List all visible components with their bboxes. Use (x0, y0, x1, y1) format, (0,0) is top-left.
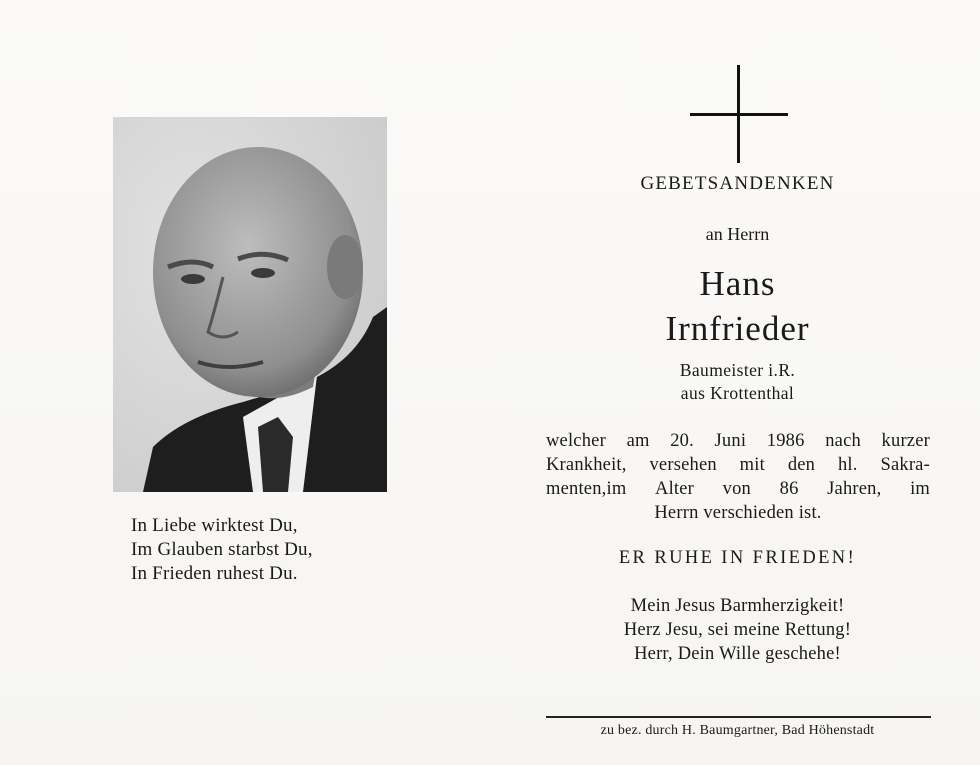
hometown: aus Krottenthal (680, 383, 795, 403)
word: nach (825, 431, 861, 451)
last-name: Irnfrieder (665, 309, 810, 348)
prayer-line: Mein Jesus Barmherzigkeit! (630, 596, 845, 616)
announcement-line (546, 429, 930, 453)
divider (546, 716, 931, 718)
word: am (626, 431, 650, 451)
word: kurzer (881, 431, 930, 451)
word: welcher (546, 431, 606, 451)
announcement-line: Herrn verschieden ist. (654, 503, 822, 523)
rip-line: ER RUHE IN FRIEDEN! (618, 548, 857, 568)
cross-icon (690, 65, 788, 163)
card-heading: GEBETSANDENKEN (640, 173, 835, 194)
word: 20. (670, 431, 694, 451)
poem (131, 514, 391, 586)
word: menten,im (546, 479, 627, 499)
word: Jahren, (827, 479, 882, 499)
poem-line: In Frieden ruhest Du. (131, 563, 298, 584)
poem-line: In Liebe wirktest Du, (131, 515, 298, 536)
word: versehen (649, 455, 717, 475)
word: hl. (837, 455, 858, 475)
word: von (722, 479, 752, 499)
prayers (540, 594, 935, 666)
word: Alter (655, 479, 695, 499)
word: im (910, 479, 930, 499)
word: Krankheit, (546, 455, 627, 475)
printer-imprint: zu bez. durch H. Baumgartner, Bad Höhenstadt (600, 723, 875, 738)
prayer-line: Herz Jesu, sei meine Rettung! (623, 620, 852, 640)
word: 1986 (766, 431, 805, 451)
announcement-line (546, 477, 930, 501)
word: den (787, 455, 816, 475)
word: Sakra- (880, 455, 930, 475)
death-announcement (546, 429, 930, 525)
poem-line: Im Glauben starbst Du, (131, 539, 313, 560)
announcement-line (546, 453, 930, 477)
salutation: an Herrn (705, 224, 770, 244)
first-name: Hans (699, 264, 776, 303)
portrait-photo (113, 117, 387, 492)
portrait-image (113, 117, 387, 492)
word: Juni (714, 431, 747, 451)
word: 86 (779, 479, 799, 499)
word: mit (739, 455, 765, 475)
profession: Baumeister i.R. (679, 360, 796, 380)
prayer-line: Herr, Dein Wille geschehe! (634, 644, 841, 664)
